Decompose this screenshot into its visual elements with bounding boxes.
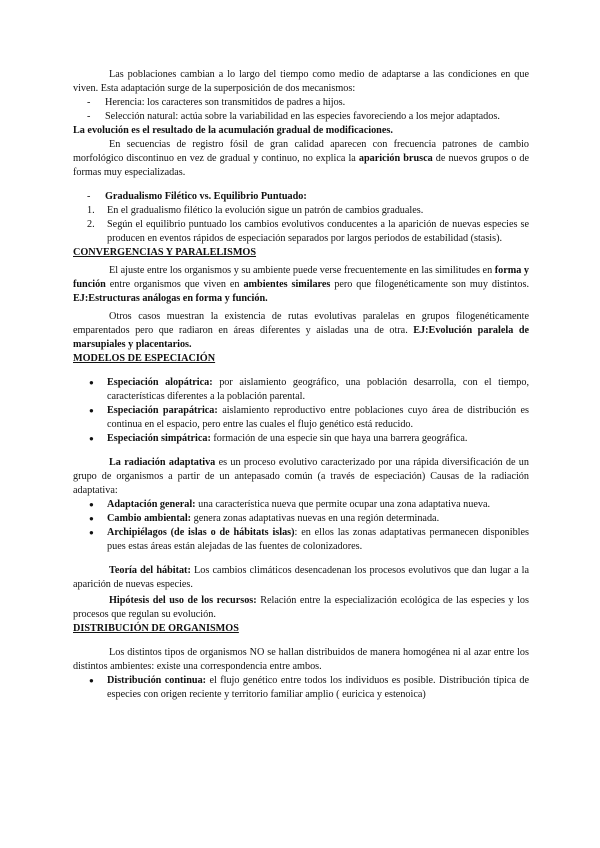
speciation-text [107,404,529,432]
convergence-bold-env: ambientes similares [243,279,331,290]
speciation-desc: formación de una especie sin que haya una barrera geográfica. [210,433,468,444]
radiation-term: La radiación adaptativa [109,457,216,468]
speciation-desc: por aislamiento geográfico, una población desarrolla, con el tiempo, características diferentes a la población parental. [107,377,529,402]
section-heading-especiacion: MODELOS DE ESPECIACIÓN [73,353,216,364]
distribution-term: Distribución continua: [107,675,207,686]
bullet-marker: ● [89,434,94,443]
evolution-statement-text: La evolución es el resultado de la acumulación gradual de modificaciones. [73,125,393,136]
bullet-marker: ● [89,406,94,415]
mechanism-text: Herencia: los caracteres son transmitidos de padres a hijos. [105,97,346,108]
fossil-text-c: de nuevos grupos o de formas muy especializadas. [73,153,529,178]
bullet-marker: ● [89,378,94,387]
cause-term: Adaptación general: [107,499,196,510]
gradualism-title-row [73,190,529,204]
cause-item-general [73,498,529,512]
habitat-term: Teoría del hábitat: [109,565,191,576]
resources-term: Hipótesis del uso de los recursos: [109,595,257,606]
bullet-marker: ● [89,528,94,537]
section-heading-convergencias: CONVERGENCIAS Y PARALELISMOS [73,247,257,258]
cause-term: Cambio ambiental: [107,513,192,524]
speciation-term: Especiación alopátrica: [107,377,213,388]
speciation-text [107,376,529,404]
bullet-marker: ● [89,676,94,685]
cause-text [107,512,529,526]
document-page [73,68,529,702]
convergence-text-e: pero que filogenéticamente son muy distintos. [330,279,529,290]
resources-hypothesis-paragraph [73,594,529,622]
habitat-text: Los cambios climáticos desencadenan los procesos evolutivos que dan lugar a la aparición de nuevas especies. [73,565,530,590]
distribution-paragraph: Los distintos tipos de organismos NO se hallan distribuidos de manera homogénea ni al azar entre los distintos ambientes: existe una correspondencia entre ambos. [73,647,529,672]
distribution-text [107,674,529,702]
gradualism-item-2 [73,218,529,246]
speciation-desc: aislamiento reproductivo entre poblaciones cuyo área de distribución es continua en el espacio, pero entre las cuales el flujo genético está reducido. [107,405,529,430]
cause-term: Archipiélagos (de islas o de hábitats islas) [107,527,295,538]
bullet-marker: ● [89,500,94,509]
cause-text [107,498,529,512]
number-marker: 2. [87,219,95,230]
mechanism-text: Selección natural: actúa sobre la variabilidad en las especies favoreciendo a los mejor adaptados. [105,111,500,122]
speciation-text [107,432,529,446]
mechanism-item-heredity [73,96,529,110]
parallelism-text: Otros casos muestran la existencia de rutas evolutivas paralelas en grupos filogenéticamente emparentados pero que radiaron en áreas diferentes y aisladas una de otra. [73,311,529,336]
fossil-record-paragraph [73,138,529,180]
dash-marker: - [87,191,91,202]
parallelism-example: EJ:Evolución paralela de marsupiales y placentarios. [73,325,530,350]
speciation-item-sympatric [73,432,529,446]
gradualism-item-1 [73,204,529,218]
resources-text: Relación entre la especialización ecológica de las especies y los procesos que regulan su evolución. [73,595,529,620]
fossil-text-a: En secuencias de registro fósil de gran calidad aparecen con frecuencia patrones de cambio morfológico discontinuo en vez de gradual y continuo, no explica la [73,139,529,164]
bullet-marker: ● [89,514,94,523]
cause-desc: genera zonas adaptativas nuevas en una región determinada. [191,513,440,524]
speciation-term: Especiación simpátrica: [107,433,211,444]
radiation-paragraph [73,456,529,498]
number-marker: 1. [87,205,95,216]
convergence-bold-form: forma y función [73,265,529,290]
distribution-item-continuous [73,674,529,702]
convergence-example: EJ:Estructuras análogas en forma y función. [73,293,268,304]
dash-marker: - [87,97,91,108]
convergence-paragraph [73,264,529,306]
fossil-text-bold: aparición brusca [358,153,433,164]
speciation-term: Especiación parapátrica: [107,405,218,416]
habitat-theory-paragraph [73,564,529,592]
gradualism-title: Gradualismo Filético vs. Equilibrio Puntuado: [105,191,307,202]
speciation-item-parapatric [73,404,529,432]
distribution-desc: el flujo genético entre todos los individuos es posible. Distribución típica de especies con origen reciente y territorio familiar amplio ( euricica y estenoica) [107,675,529,700]
convergence-text-c: entre organismos que viven en [105,279,244,290]
evolution-statement [73,124,529,138]
cause-item-environment [73,512,529,526]
mechanism-item-selection [73,110,529,124]
cause-desc: una característica nueva que permite ocupar una zona adaptativa nueva. [195,499,491,510]
section-heading-distribucion: DISTRIBUCIÓN DE ORGANISMOS [73,623,239,634]
cause-desc: : en ellos las zonas adaptativas permanecen disponibles pues estas áreas están alejadas de las fuentes de colonizadores. [107,527,530,552]
dash-marker: - [87,111,91,122]
intro-paragraph: Las poblaciones cambian a lo largo del tiempo como medio de adaptarse a las condiciones en que viven. Esta adaptación surge de la superposición de dos mecanismos: [73,69,529,94]
parallelism-paragraph [73,310,529,352]
gradualism-text: En el gradualismo filético la evolución sigue un patrón de cambios graduales. [107,205,424,216]
radiation-text: es un proceso evolutivo caracterizado por una rápida diversificación de un grupo de organismos a partir de un antepasado común (a través de especiación) Causas de la radiación adaptativa: [73,457,529,496]
convergence-text-a: El ajuste entre los organismos y su ambiente puede verse frecuentemente en las similitudes en [109,265,495,276]
cause-item-archipelago [73,526,529,554]
cause-text [107,526,529,554]
gradualism-text: Según el equilibrio puntuado los cambios evolutivos conducentes a la aparición de nuevas especies se producen en eventos rápidos de especiación separados por largos periodos de estabilidad (stasis). [107,219,529,244]
speciation-item-allopatric [73,376,529,404]
